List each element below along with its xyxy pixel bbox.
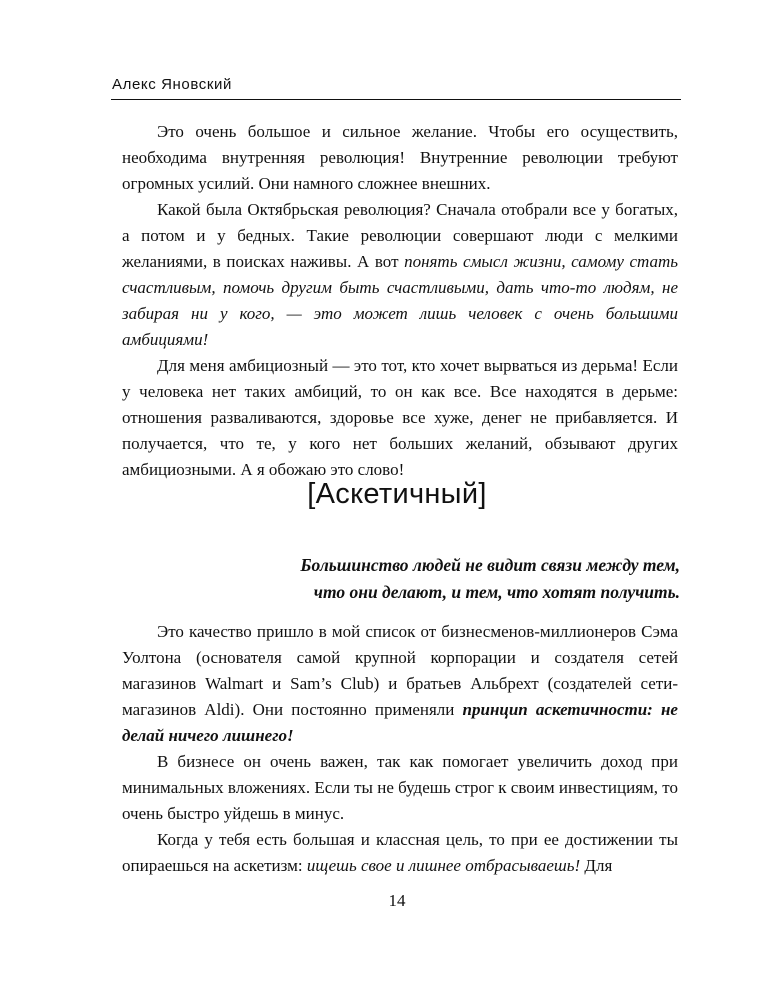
epigraph-line: Большинство людей не видит связи между тем, (300, 555, 680, 575)
paragraph-text: Когда у тебя есть большая и классная цель, то при ее достижении ты опираешься на аскетизм: (122, 830, 678, 875)
paragraph-tail: Для (580, 856, 613, 875)
paragraph-text: Какой была Октябрьская революция? Сначала отобрали все у богатых, а потом и у бедных. Такие революции совершают люди с мелкими желаниями, в поисках наживы. А вот (122, 200, 678, 271)
paragraph (122, 197, 678, 353)
intro-text-block (122, 119, 678, 483)
header-rule (111, 99, 681, 100)
paragraph: Это очень большое и сильное желание. Чтобы его осуществить, необходима внутренняя революция! Внутренние революции требуют огромных усилий. Они намного сложнее внешних. (122, 122, 678, 193)
epigraph-line: что они делают, и тем, что хотят получить. (313, 582, 680, 602)
paragraph (122, 619, 678, 749)
paragraph-emphasis: понять смысл жизни, самому стать счастливым, помочь другим быть счастливыми, дать что-то людям, не забирая ни у кого, — это может лишь человек с очень большими амбициями! (122, 252, 679, 349)
paragraph-text: Это качество пришло в мой список от бизнесменов-миллионеров Сэма Уолтона (основателя самой крупной корпорации и создателя сетей магазинов Walmart и Sam’s Club) и братьев Альбрехт (создателей сети-магазинов Aldi). Они постоянно применяли (122, 622, 678, 719)
paragraph: В бизнесе он очень важен, так как помогает увеличить доход при минимальных вложениях. Если ты не будешь строг к своим инвестициям, то очень быстро уйдешь в минус. (122, 752, 678, 823)
running-head-author: Алекс Яновский (112, 76, 232, 93)
page-number: 14 (388, 891, 406, 910)
epigraph (230, 552, 680, 606)
section-title: [Аскетичный] (307, 478, 487, 510)
paragraph: Для меня амбициозный — это тот, кто хочет вырваться из дерьма! Если у человека нет таких амбиций, то он как все. Все находятся в дерьме: отношения разваливаются, здоровье все хуже, денег не прибавляется. И получается, что те, у кого нет больших желаний, обзывают других амбициозными. А я обожаю это слово! (122, 356, 678, 479)
paragraph (122, 827, 678, 879)
paragraph-emphasis: ищешь свое и лишнее отбрасываешь! (306, 856, 581, 875)
section-text-block (122, 619, 678, 879)
paragraph-bold-emphasis: принцип аскетичности: не делай ничего лишнего! (122, 700, 678, 745)
